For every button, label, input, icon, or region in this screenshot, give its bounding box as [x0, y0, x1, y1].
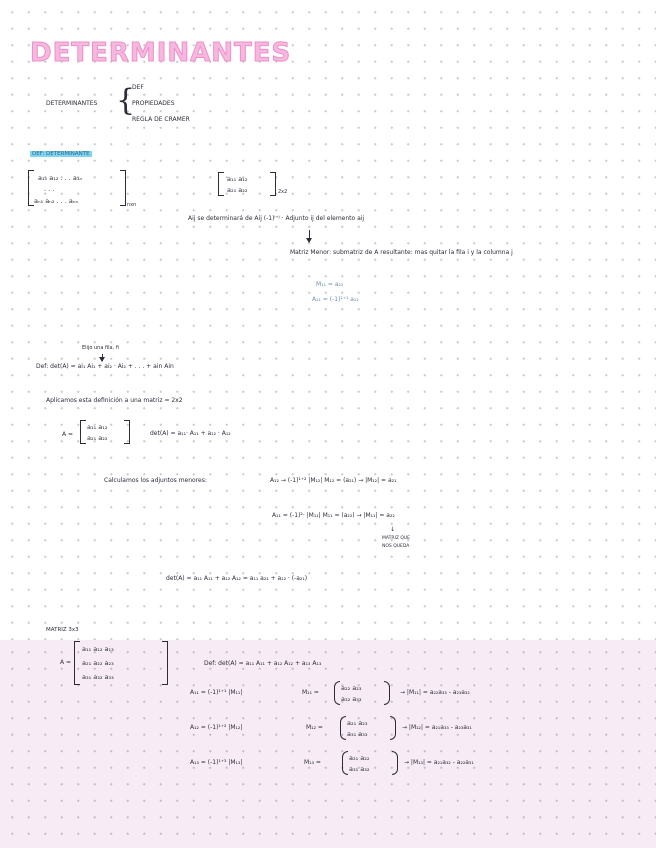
matrix-a2-row1: a₁₁ a₁₂: [87, 423, 108, 431]
def-3x3: Def: det(A) = a₁₁ A₁₁ + a₁₂ A₁₂ + a₁₃ A₁₃: [204, 660, 322, 667]
matrix-nxn-row1: a₁₁ a₁₂ . . . a₁ₙ: [38, 174, 83, 182]
cofactor-row-3-left-paren: [342, 751, 348, 775]
outline-item-def: DEF: [132, 84, 144, 91]
cofactor-row-2-matrix: [340, 716, 396, 740]
remaining-note-line2: NOS QUEDA: [382, 544, 410, 549]
matrix-3x3-left-bracket: [74, 641, 80, 685]
matrix-2x2-right-bracket: [270, 172, 276, 196]
matrix-3x3-right-bracket: [162, 641, 168, 685]
remaining-note-line1: MATRIZ QUE: [382, 536, 411, 541]
matrix-3x3-row3: a₃₁ a₃₂ a₃₃: [82, 673, 114, 681]
matrix-3x3-row2: a₂₁ a₂₂ a₂₃: [82, 659, 114, 667]
matrix-a2: [80, 420, 130, 444]
cofactor-row-1-minor: M₁₁ =: [302, 689, 319, 696]
matrix-3x3: [74, 641, 168, 685]
row-choice-note: Elijo una fila, fi: [82, 345, 119, 351]
det-2x2-result: det(A) = a₁₁ A₁₁ + a₁₂ A₁₂ = a₁₁ a₂₂ + a₁₂ · (-a₂₁): [166, 575, 308, 582]
matrix-3x3-label: A =: [60, 659, 72, 666]
matrix-3x3-row1: a₁₁ a₁₂ a₁₃: [82, 645, 114, 653]
arrow-down-icon: [309, 230, 310, 242]
cofactor-row-2-left-paren: [340, 716, 346, 740]
section-3x3-heading: MATRIZ 3x3: [46, 627, 79, 633]
matrix-2x2-row1: a₁₁ a₁₂: [227, 175, 248, 183]
minor-example-2: A₁₁ = (-1)¹⁺¹ a₂₂: [312, 296, 359, 303]
cofactor-row-2-minor: M₁₂ =: [306, 724, 323, 731]
matrix-a2-label: A =: [62, 431, 74, 438]
cofactor-row-1-matrix-r1: a₂₂ a₂₃: [341, 684, 362, 692]
cofactor-row-2-left: A₁₂ = (-1)¹⁺² |M₁₂|: [190, 724, 243, 731]
outline-label: DETERMINANTES: [46, 100, 98, 107]
cofactor-row-2-matrix-r1: a₂₁ a₂₃: [347, 719, 368, 727]
minor-example-1: M₁₁ = a₂₂: [316, 281, 344, 288]
cofactor-row-3-result: → |M₁₃| = a₂₁a₃₂ - a₂₂a₃₁: [404, 759, 474, 766]
matrix-2x2-subscript: 2x2: [278, 189, 288, 195]
cofactor-row-1-result: → |M₁₁| = a₂₂a₃₃ - a₂₃a₃₂: [400, 689, 470, 696]
matrix-nxn: [28, 170, 126, 206]
outline-item-propiedades: PROPIEDADES: [132, 100, 175, 107]
cofactor-row-1-right-paren: [384, 681, 390, 705]
cofactor-row-1-matrix: [334, 681, 390, 705]
cofactor-row-3-matrix: [342, 751, 398, 775]
matrix-2x2-row2: a₂₁ a₂₂: [227, 186, 248, 194]
cofactor-row-2-matrix-r2: a₃₁ a₃₃: [347, 730, 368, 738]
matrix-2x2-small: [218, 172, 276, 196]
matrix-nxn-row2: . . .: [44, 185, 55, 193]
cofactor-definition: Aij se determinará de Aij (-1)ⁱ⁺ʲ · Adjunto ij del elemento aij: [188, 215, 365, 222]
matrix-2x2-left-bracket: [218, 172, 224, 196]
cofactor-row-1-left-paren: [334, 681, 340, 705]
apply-2x2-note: Aplicamos esta definición a una matriz = 2x2: [46, 397, 183, 404]
minor-definition: Matriz Menor: submatriz de A resultante: mas quitar la fila i y la columna j: [290, 249, 513, 256]
cofactor-row-3-matrix-r2: a₃₁ a₃₂: [349, 765, 370, 773]
cofactor-row-2-result: → |M₁₂| = a₂₁a₃₃ - a₂₃a₃₁: [402, 724, 472, 731]
cofactor-row-3-right-paren: [392, 751, 398, 775]
cofactor-row-2-right-paren: [390, 716, 396, 740]
matrix-nxn-subscript: nxn: [127, 202, 137, 208]
page-title: DETERMINANTES: [30, 38, 292, 68]
matrix-a2-right-bracket: [124, 420, 130, 444]
cofactor-row-3-minor: M₁₃ =: [304, 759, 321, 766]
section-def-text: DEF: DETERMINANTE: [32, 151, 90, 157]
remaining-arrow: ↓: [390, 526, 396, 533]
det-a2-formula: det(A) = a₁₁· A₁₁ + a₁₂ · A₁₂: [150, 430, 231, 437]
adjunto-a11: A₁₁ = (-1)²· |M₁₁| M₁₁ = (a₂₂) → |M₁₁| = a₂₂: [272, 512, 395, 519]
row-arrow-down-icon: [102, 354, 103, 361]
determinant-definition: Def: det(A) = ai₁ Ai₁ + ai₂ · Ai₂ + . . . + ain Ain: [36, 363, 174, 370]
cofactor-row-3-matrix-r1: a₂₁ a₂₂: [349, 754, 370, 762]
adjunto-a12: A₁₂ → (-1)¹⁺² |M₁₂| M₁₂ = (a₂₁) → |M₁₂| = a₂₁: [270, 477, 397, 484]
matrix-a2-row2: a₂₁ a₂₂: [87, 434, 108, 442]
outline-brace: {: [116, 83, 136, 118]
cofactor-row-1-matrix-r2: a₃₂ a₃₃: [341, 695, 362, 703]
section-def-heading: [30, 152, 92, 158]
cofactor-row-1-left: A₁₁ = (-1)¹⁺¹ |M₁₁|: [190, 689, 243, 696]
matrix-a2-left-bracket: [80, 420, 86, 444]
matrix-nxn-row3: aₙ₁ aₙ₂ . . . aₙₙ: [34, 197, 79, 205]
matrix-nxn-right-bracket: [120, 170, 126, 206]
cofactor-row-3-left: A₁₃ = (-1)¹⁺³ |M₁₃|: [190, 759, 243, 766]
adjuntos-label: Calculamos los adjuntos menores:: [104, 477, 207, 484]
outline-item-cramer: REGLA DE CRAMER: [132, 116, 190, 123]
